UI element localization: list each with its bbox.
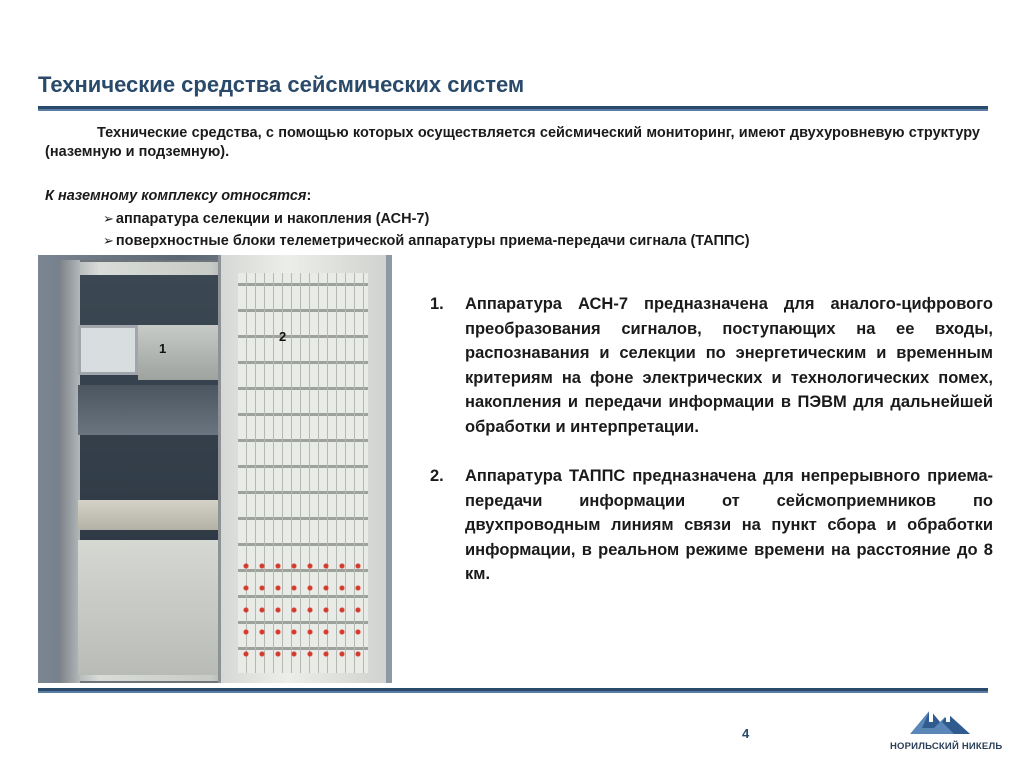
description-item	[430, 464, 993, 587]
item-number: 1.	[430, 295, 444, 313]
list-item-label: поверхностные блоки телеметрической аппаратуры приема-передачи сигнала (ТАППС)	[115, 233, 750, 249]
description-text: Аппаратура ТАППС предназначена для непрерывного приема-передачи информации от сейсмоприемников по двухпроводным линиям связи на пункт сбора и обработки информации, в реальном режиме времени на расстояние до 8 км.	[465, 467, 993, 583]
photo-label-1: 1	[159, 341, 167, 356]
arrow-bullet-icon: ➢	[103, 211, 114, 226]
item-number: 2.	[430, 467, 444, 485]
rack-shelf	[78, 385, 218, 435]
left-rack-door	[60, 260, 80, 683]
arrow-bullet-icon: ➢	[103, 233, 114, 248]
description-text: Аппаратура АСН-7 предназначена для аналого-цифрового преобразования сигналов, поступающих на ее входы, распознавания и селекции по энергетическим и временным критериям на фоне электрических и технологических помех, накопления и передачи информации в ПЭВМ для дальнейшей обработки и интерпретации.	[465, 295, 993, 436]
rack-shelf-lower	[78, 500, 218, 530]
rack-lower-panel	[78, 540, 218, 675]
logo-text: НОРИЛЬСКИЙ НИКЕЛЬ	[890, 741, 1003, 752]
title-divider	[38, 106, 988, 111]
company-logo	[888, 700, 1003, 760]
photo-label-2: 2	[279, 329, 287, 344]
footer-divider	[38, 688, 988, 693]
module-indicator-lights	[238, 555, 368, 665]
ground-complex-list	[103, 208, 750, 252]
heading-colon: :	[306, 188, 312, 204]
list-item	[103, 230, 750, 252]
ground-complex-heading-text: К наземному комплексу относятся	[45, 188, 307, 204]
intro-text: Технические средства, с помощью которых осуществляется сейсмический мониторинг, имеют двухуровневую структуру (наземную и подземную).	[45, 125, 980, 160]
list-item	[103, 208, 750, 230]
intro-paragraph	[45, 124, 980, 162]
monitor-screen	[78, 325, 138, 375]
list-item-label: аппаратура селекции и накопления (АСН-7)	[115, 211, 430, 227]
nornickel-logo-icon	[910, 700, 970, 734]
ground-complex-heading	[45, 188, 311, 204]
equipment-descriptions	[430, 292, 993, 587]
slide-title: Технические средства сейсмических систем	[38, 72, 525, 97]
page-number: 4	[742, 726, 750, 741]
equipment-cabinet-photo	[38, 255, 392, 683]
asn7-unit	[138, 325, 218, 380]
description-item	[430, 292, 993, 439]
